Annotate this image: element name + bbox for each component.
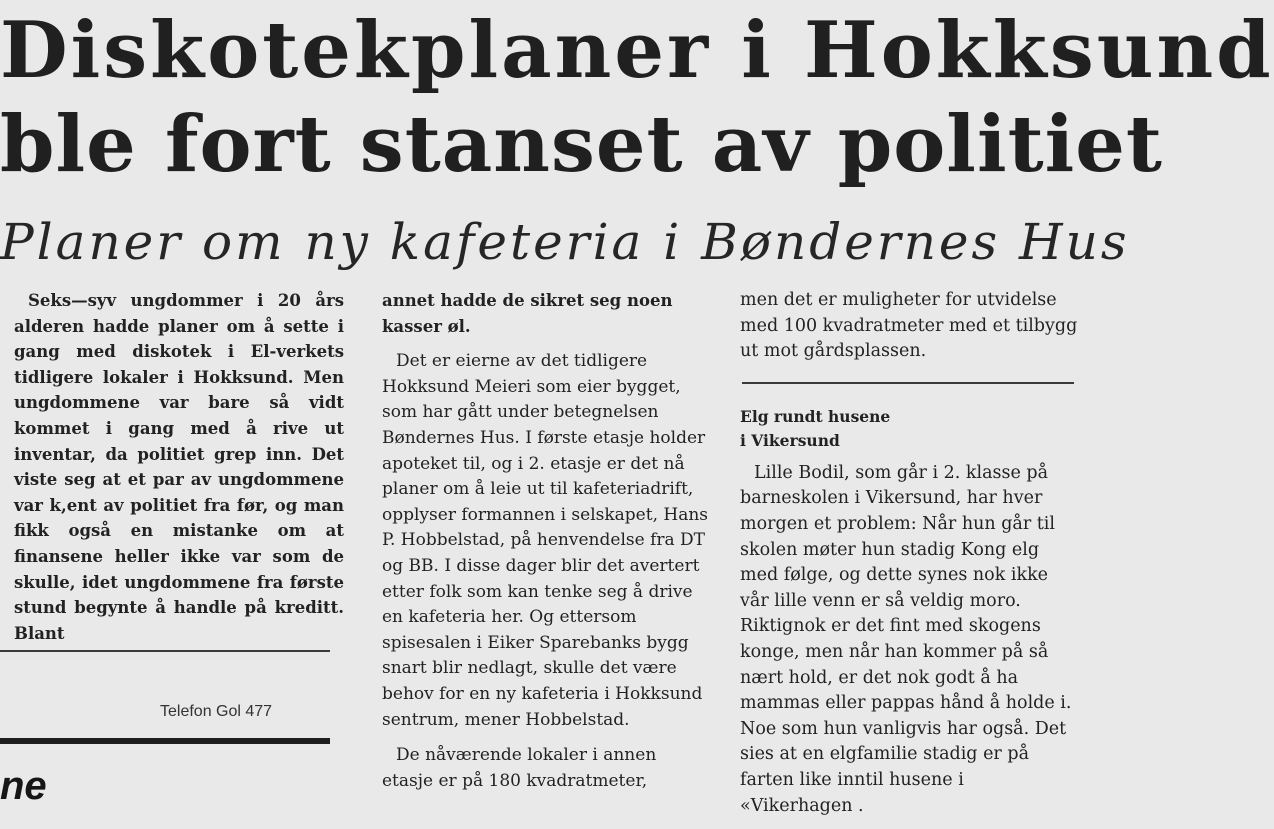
- column-3-paragraph-2: Lille Bodil, som går i 2. klasse på barneskolen i Vikersund, har hver morgen et problem: Når hun går til skolen møter hun stadig Kong elg med følge, og dette synes nok ikke vår lille venn er så veldig moro. Riktignok er det fint med skogens konge, men når han kommer på så nært hold, er det nok godt å ha mammas eller pappas hånd å holde i. Noe som hun vanligvis har også. Det sies at en elgfamilie stadig er på farten like inntil husene i «Vikerhagen .: [740, 462, 1072, 816]
- ad-telefon: Telefon Gol 477: [160, 703, 273, 720]
- headline-line-1: Diskotekplaner i Hokksund: [0, 5, 1274, 96]
- ad-partial-word: ne: [0, 764, 47, 808]
- column-3-subheading-line-1: Elg rundt husene: [740, 406, 891, 426]
- column-2-paragraph-2: De nåværende lokaler i annen etasje er på 180 kvadratmeter,: [382, 745, 657, 791]
- article-column-3: [740, 288, 1078, 829]
- article-column-1: [14, 288, 344, 656]
- article-column-2: [382, 288, 712, 804]
- column-3-subheading-line-2: i Vikersund: [740, 430, 840, 450]
- column-3-spacer: [740, 375, 1078, 405]
- column-2-paragraph-1: Det er eierne av det tidligere Hokksund Meieri som eier bygget, som har gått under betegnelsen Bøndernes Hus. I første etasje holder apoteket til, og i 2. etasje er det nå planer om å leie ut til kafeteriadrift, opplyser formannen i selskapet, Hans P. Hobbelstad, på henvendelse fra DT og BB. I disse dager blir det avertert etter folk som kan tenke seg å drive en kafeteria her. Og ettersom spisesalen i Eiker Sparebanks bygg snart blir nedlagt, skulle det være behov for en ny kafeteria i Hokksund sentrum, mener Hobbelstad.: [382, 351, 709, 730]
- column-1-paragraph: Seks—syv ungdommer i 20 års alderen hadde planer om å sette i gang med diskotek i El-verkets tidligere lokaler i Hokksund. Men ungdommene var bare så vidt kommet i gang med å rive ut inventar, da politiet grep inn. Det viste seg at et par av ungdommene var k,ent av politiet fra før, og man fikk også en mistanke om at finansene heller ikke var som de skulle, idet ungdommene fra første stund begynte å handle på kreditt. Blant: [14, 291, 344, 643]
- column-3-divider: [742, 382, 1074, 384]
- column-1-divider: [0, 650, 330, 652]
- subheadline: Planer om ny kafeteria i Bøndernes Hus: [0, 213, 1130, 271]
- headline-line-2: ble fort stanset av politiet: [0, 99, 1163, 190]
- column-3-subheading: [740, 405, 1078, 453]
- column-2-lead: annet hadde de sikret seg noen kasser øl.: [382, 291, 673, 336]
- ad-thick-rule: [0, 738, 330, 744]
- column-3-paragraph-1: men det er muligheter for utvidelse med 100 kvadratmeter med et tilbygg ut mot gårdsplassen.: [740, 290, 1078, 362]
